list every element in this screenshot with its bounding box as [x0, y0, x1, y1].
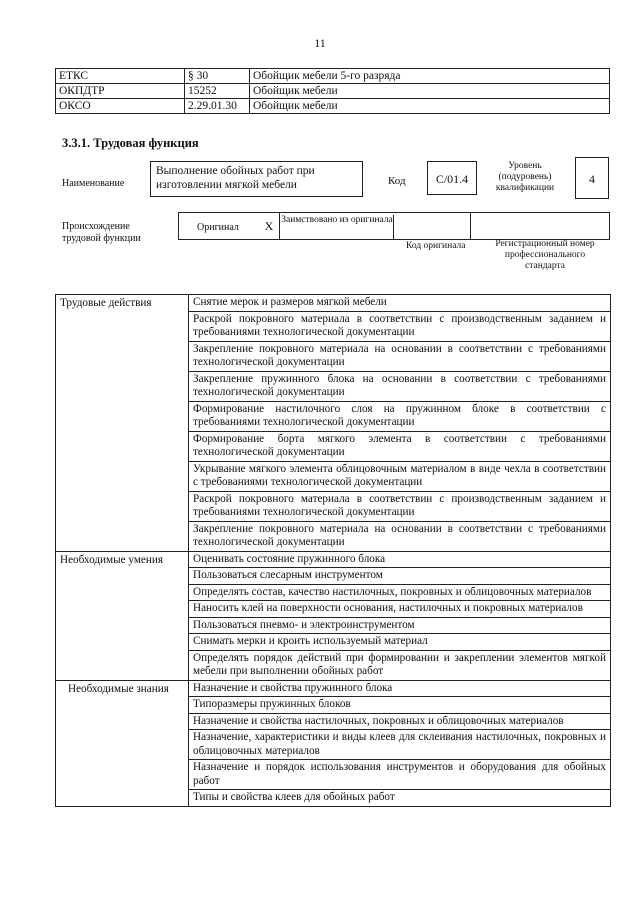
list-item: Закрепление покровного материала на основании в соответствии с требованиями технологической документации	[189, 521, 611, 551]
function-details-table	[55, 294, 611, 807]
level-label: Уровень (подуровень) квалификации	[495, 161, 555, 193]
classifier-number: 2.29.01.30	[185, 99, 250, 114]
function-code-box: C/01.4	[427, 161, 477, 195]
reg-number-label: Регистрационный номер профессионального стандарта	[495, 239, 595, 271]
table-row	[56, 84, 610, 99]
code-label: Код	[388, 175, 406, 187]
classifier-name: Обойщик мебели	[250, 84, 610, 99]
list-item: Пользоваться слесарным инструментом	[189, 568, 611, 585]
table-row	[56, 99, 610, 114]
group-heading: Трудовые действия	[56, 295, 189, 552]
list-item: Назначение и свойства настилочных, покровных и облицовочных материалов	[189, 713, 611, 730]
list-item: Типы и свойства клеев для обойных работ	[189, 790, 611, 807]
classifier-code: ЕТКС	[56, 69, 185, 84]
level-value-box: 4	[575, 157, 609, 199]
list-item: Закрепление покровного материала на основании в соответствии с требованиями технологической документации	[189, 341, 611, 371]
list-item: Формирование настилочного слоя на пружинном блоке в соответствии с требованиями технологической документации	[189, 401, 611, 431]
list-item: Назначение и порядок использования инструментов и оборудования для обойных работ	[189, 760, 611, 790]
classifier-name: Обойщик мебели 5-го разряда	[250, 69, 610, 84]
code-original-label: Код оригинала	[406, 241, 466, 251]
original-label: Оригинал	[197, 222, 239, 233]
section-title: 3.3.1. Трудовая функция	[62, 136, 199, 150]
origin-label: Происхождение трудовой функции	[62, 221, 141, 244]
list-item: Определять состав, качество настилочных, покровных и облицовочных материалов	[189, 584, 611, 601]
list-item: Формирование борта мягкого элемента в соответствии с требованиями технологической документации	[189, 431, 611, 461]
list-item: Типоразмеры пружинных блоков	[189, 697, 611, 714]
borrowed-label: Заимствовано из оригинала	[281, 215, 394, 239]
list-item: Пользоваться пневмо- и электроинструментом	[189, 617, 611, 634]
group-heading: Необходимые знания	[56, 680, 189, 806]
table-row	[56, 680, 611, 697]
classifier-number: 15252	[185, 84, 250, 99]
list-item: Назначение и свойства пружинного блока	[189, 680, 611, 697]
list-item: Раскрой покровного материала в соответствии с производственным заданием и требованиями технологической документации	[189, 491, 611, 521]
list-item: Определять порядок действий при формировании и закреплении элементов мягкой мебели при выполнении обойных работ	[189, 650, 611, 680]
origin-box	[178, 212, 610, 240]
list-item: Закрепление пружинного блока на основании в соответствии с требованиями технологической документации	[189, 371, 611, 401]
list-item: Укрывание мягкого элемента облицовочным материалом в виде чехла в соответствии с требованиями технологической документации	[189, 461, 611, 491]
list-item: Снимать мерки и кроить используемый материал	[189, 634, 611, 651]
classifier-codes-table	[55, 68, 610, 114]
list-item: Снятие мерок и размеров мягкой мебели	[189, 295, 611, 312]
classifier-name: Обойщик мебели	[250, 99, 610, 114]
list-item: Наносить клей на поверхности основания, настилочных и покровных материалов	[189, 601, 611, 618]
name-label: Наименование	[62, 178, 125, 189]
cell-divider	[470, 213, 471, 239]
table-row	[56, 295, 611, 312]
classifier-code: ОКСО	[56, 99, 185, 114]
page-number: 11	[314, 36, 326, 50]
list-item: Раскрой покровного материала в соответствии с производственным заданием и требованиями технологической документации	[189, 311, 611, 341]
group-heading: Необходимые умения	[56, 551, 189, 680]
list-item: Оценивать состояние пружинного блока	[189, 551, 611, 568]
list-item: Назначение, характеристики и виды клеев для склеивания настилочных, покровных и облицовочных материалов	[189, 730, 611, 760]
table-row	[56, 69, 610, 84]
classifier-number: § 30	[185, 69, 250, 84]
classifier-code: ОКПДТР	[56, 84, 185, 99]
function-name-box: Выполнение обойных работ при изготовлении мягкой мебели	[150, 161, 363, 197]
table-row	[56, 551, 611, 568]
original-mark: X	[259, 213, 280, 239]
